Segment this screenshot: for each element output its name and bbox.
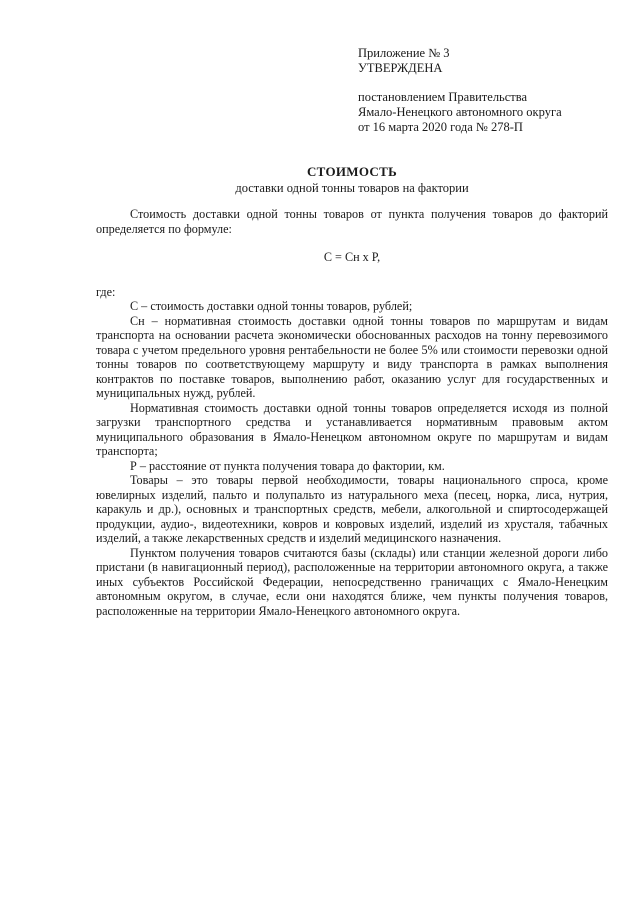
resolution-line-3: от 16 марта 2020 года № 278-П bbox=[358, 120, 523, 134]
approval-spacer bbox=[358, 76, 618, 90]
title-block bbox=[96, 164, 608, 196]
definition-cn: Сн – нормативная стоимость доставки одной тонны товаров по маршрутам и видам транспорта на основании расчета экономически обоснованных расходов на тонну перевозимого товара с учетом предельного уровня рентабельности не более 5% или стоимости перевозки одной тонны товаров по соответствующему маршруту и виду транспорта в рамках выполнения контрактов по поставке товаров, выполнению работ, оказанию услуг для государственных и муниципальных нужд, рублей. bbox=[96, 313, 608, 400]
intro-paragraph: Стоимость доставки одной тонны товаров от пункта получения товаров до факторий определяется по формуле: bbox=[96, 207, 608, 236]
approval-block bbox=[358, 46, 618, 135]
document-body bbox=[96, 207, 608, 618]
approved-label: УТВЕРЖДЕНА bbox=[358, 61, 443, 75]
goods-paragraph: Товары – это товары первой необходимости, товары национального спроса, кроме ювелирных изделий, пальто и полупальто из натурального меха (песец, норка, лиса, нутрия, каракуль и др.), основных и транспортных средств, мебели, алкогольной и спиртосодержащей продукции, аудио-, видеотехники, ковров и ковровых изделий, изделий из хрусталя, табачных изделий, а также лекарственных средств и изделий медицинского назначения. bbox=[96, 473, 608, 545]
definition-c: С – стоимость доставки одной тонны товаров, рублей; bbox=[130, 299, 413, 313]
where-label: где: bbox=[96, 284, 116, 299]
receipt-point-paragraph: Пунктом получения товаров считаются базы (склады) или станции железной дороги либо пристани (в навигационный период), расположенные на территории автономного округа, а также иных субъектов Российской Федерации, непосредственно граничащих с Ямало-Ненецким автономным округом, в случае, если они находятся ближе, чем пункты получения товаров, расположенные на территории Ямало-Ненецкого автономного округа. bbox=[96, 545, 608, 618]
normative-paragraph: Нормативная стоимость доставки одной тонны товаров определяется исходя из полной загрузки транспортного средства и устанавливается нормативным правовым актом муниципального образования в Ямало-Ненецком автономном округе по маршрутам и видам транспорта; bbox=[96, 400, 608, 458]
document-title: СТОИМОСТЬ bbox=[306, 164, 397, 179]
appendix-number: Приложение № 3 bbox=[358, 46, 450, 60]
resolution-line-1: постановлением Правительства bbox=[358, 90, 528, 104]
document-subtitle: доставки одной тонны товаров на фактории bbox=[235, 181, 469, 195]
definition-p: Р – расстояние от пункта получения товара до фактории, км. bbox=[130, 458, 445, 473]
resolution-line-2: Ямало-Ненецкого автономного округа bbox=[358, 105, 562, 119]
formula: С = Сн х Р, bbox=[323, 250, 381, 264]
